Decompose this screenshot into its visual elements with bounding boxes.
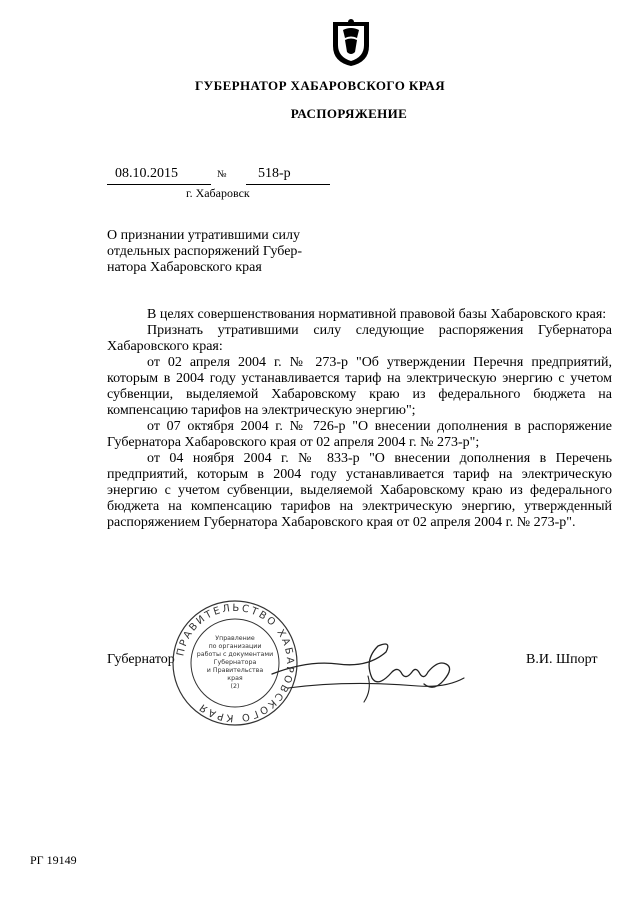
stamp-line: и Правительства (206, 667, 264, 674)
signatory-name: В.И. Шпорт (526, 652, 598, 667)
body-paragraph: от 07 октября 2004 г. № 726-р "О внесении дополнения в распоряжение Губернатора Хабаровского края от 02 апреля 2004 г. № 273-р"; (107, 419, 612, 450)
number-sign: № (217, 169, 227, 180)
document-city: г. Хабаровск (186, 186, 250, 200)
body-paragraph: В целях совершенствования нормативной правовой базы Хабаровского края: (147, 307, 607, 322)
document-body (107, 307, 612, 531)
stamp-line: по организации (208, 643, 262, 650)
number-underline (246, 184, 330, 185)
body-paragraph: от 04 ноября 2004 г. № 833-р "О внесении дополнения в Перечень предприятий, которым в 2004 году устанавливается тариф на электрическую энергию с учетом субвенции, выделяемой Хабаровскому краю из федерального бюджета на компенсацию тарифов на электрическую энергию, утвержденный распоряжением Губернатора Хабаровского края от 02 апреля 2004 г. № 273-р". (107, 451, 612, 530)
stamp-line: (2) (230, 683, 240, 690)
coat-of-arms-emblem (329, 16, 373, 68)
stamp-line: края (227, 675, 243, 682)
body-paragraph: от 02 апреля 2004 г. № 273-р "Об утверждении Перечня предприятий, которым в 2004 году устанавливается тариф на электрическую энергию с учетом субвенции, выделяемой Хабаровскому краю из федерального бюджета на компенсацию тарифов на электрическую энергию"; (107, 355, 612, 418)
date-underline (107, 184, 211, 185)
document-subject (107, 228, 337, 276)
document-code: РГ 19149 (30, 853, 77, 867)
handwritten-signature (268, 630, 468, 708)
stamp-ring-text: ПРАВИТЕЛЬСТВО ХАБАРОВСКОГО КРАЯ (175, 602, 296, 724)
document-date: 08.10.2015 (115, 166, 178, 181)
signatory-title: Губернатор (107, 652, 175, 667)
document-number: 518-р (258, 166, 291, 181)
subject-text: О признании утратившими силу отдельных распоряжений Губер- натора Хабаровского края (107, 228, 303, 275)
body-paragraph: Признать утратившими силу следующие распоряжения Губернатора Хабаровского края: (107, 323, 612, 354)
issuer-title: ГУБЕРНАТОР ХАБАРОВСКОГО КРАЯ (194, 78, 445, 93)
stamp-line: Управление (215, 635, 255, 642)
document-type: РАСПОРЯЖЕНИЕ (290, 106, 408, 121)
stamp-line: работы с документами (196, 651, 274, 658)
stamp-line: Губернатора (213, 659, 257, 666)
